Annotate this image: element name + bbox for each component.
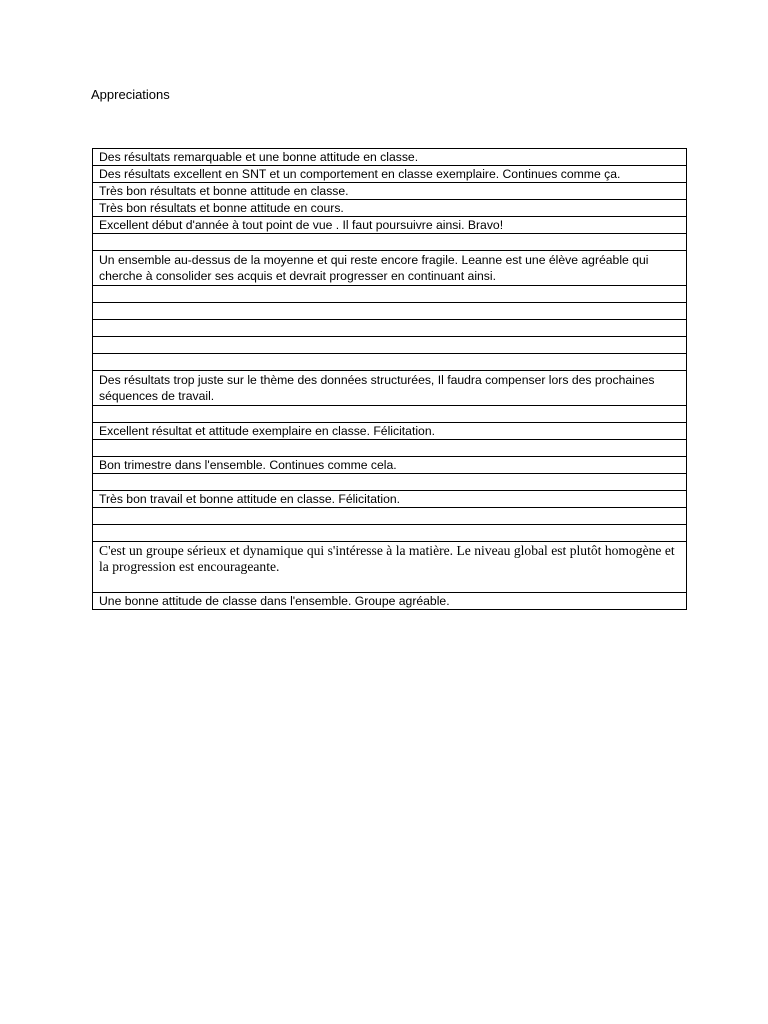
appreciations-table <box>92 148 687 610</box>
table-cell <box>93 474 687 491</box>
table-cell: Des résultats excellent en SNT et un comportement en classe exemplaire. Continues comme ça. <box>93 166 687 183</box>
appreciations-table-body <box>93 149 687 610</box>
table-cell: Très bon résultats et bonne attitude en classe. <box>93 183 687 200</box>
table-row <box>93 406 687 423</box>
table-row <box>93 542 687 593</box>
table-row <box>93 525 687 542</box>
table-cell: C'est un groupe sérieux et dynamique qui s'intéresse à la matière. Le niveau global est plutôt homogène et la progression est encourageante. <box>93 542 687 593</box>
table-row <box>93 234 687 251</box>
table-row <box>93 183 687 200</box>
table-cell: Des résultats remarquable et une bonne attitude en classe. <box>93 149 687 166</box>
table-cell <box>93 320 687 337</box>
table-row <box>93 286 687 303</box>
table-row <box>93 593 687 610</box>
table-cell <box>93 508 687 525</box>
table-cell: Très bon résultats et bonne attitude en cours. <box>93 200 687 217</box>
table-cell <box>93 286 687 303</box>
table-row <box>93 423 687 440</box>
table-cell: Des résultats trop juste sur le thème des données structurées, Il faudra compenser lors des prochaines séquences de travail. <box>93 371 687 406</box>
table-cell <box>93 337 687 354</box>
table-row <box>93 337 687 354</box>
table-row <box>93 217 687 234</box>
table-row <box>93 371 687 406</box>
table-cell <box>93 525 687 542</box>
table-row <box>93 354 687 371</box>
table-cell: Excellent résultat et attitude exemplaire en classe. Félicitation. <box>93 423 687 440</box>
table-cell: Un ensemble au-dessus de la moyenne et qui reste encore fragile. Leanne est une élève agréable qui cherche à consolider ses acquis et devrait progresser en continuant ainsi. <box>93 251 687 286</box>
table-row <box>93 149 687 166</box>
table-row <box>93 303 687 320</box>
table-cell: Très bon travail et bonne attitude en classe. Félicitation. <box>93 491 687 508</box>
table-cell: Une bonne attitude de classe dans l'ensemble. Groupe agréable. <box>93 593 687 610</box>
table-cell <box>93 234 687 251</box>
table-cell <box>93 406 687 423</box>
table-row <box>93 166 687 183</box>
table-cell <box>93 354 687 371</box>
table-row <box>93 200 687 217</box>
table-row <box>93 508 687 525</box>
table-row <box>93 474 687 491</box>
table-cell: Bon trimestre dans l'ensemble. Continues comme cela. <box>93 457 687 474</box>
table-cell <box>93 440 687 457</box>
table-cell <box>93 303 687 320</box>
table-row <box>93 457 687 474</box>
table-row <box>93 491 687 508</box>
table-row <box>93 251 687 286</box>
page-title: Appreciations <box>91 87 170 102</box>
table-row <box>93 440 687 457</box>
table-cell: Excellent début d'année à tout point de vue . Il faut poursuivre ainsi. Bravo! <box>93 217 687 234</box>
table-row <box>93 320 687 337</box>
